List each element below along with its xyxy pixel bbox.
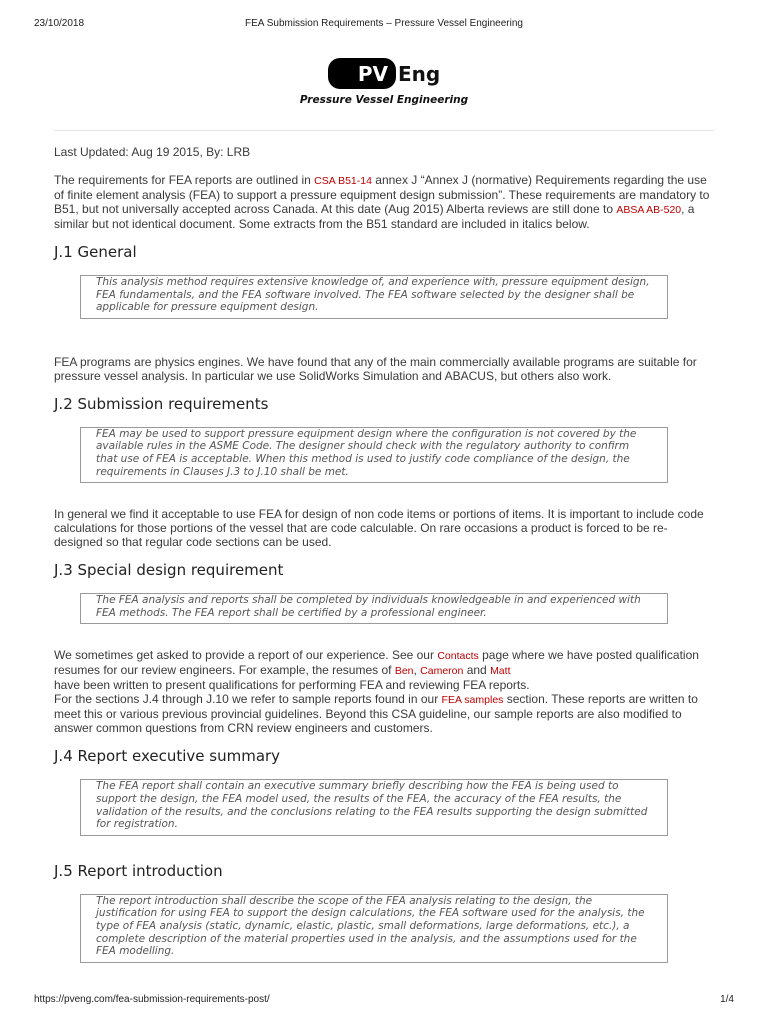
cameron-resume-link[interactable]: Cameron xyxy=(420,665,464,678)
body-j3: We sometimes get asked to provide a report of our experience. See our Contacts page where we have posted qualification resumes for our review engineers. For example, the resumes of Ben, Cameron and Matt have been written to present qualifications for performing FEA and reviewing FEA reports. For the sections J.4 through J.10 we refer to sample reports found in our FEA samples section. These reports are written to meet this or various previous provincial guidelines. Beyond this CSA guideline, our sample reports are also modified to answer common questions from CRN review engineers and customers. xyxy=(54,648,699,736)
print-title: FEA Submission Requirements – Pressure Vessel Engineering xyxy=(245,18,523,29)
quote-j2: FEA may be used to support pressure equipment design where the configuration is not covered by the available rules in the ASME Code. The designer should check with the regulatory authority to confirm that use of FEA is acceptable. When this method is used to justify code compliance of the design, the requirements in Clauses J.3 to J.10 shall be met. xyxy=(80,427,668,483)
logo-tagline: Pressure Vessel Engineering xyxy=(299,94,469,106)
contacts-link[interactable]: Contacts xyxy=(437,650,479,663)
csa-b51-link[interactable]: CSA B51-14 xyxy=(314,175,372,187)
body-j1: FEA programs are physics engines. We have found that any of the main commercially available programs are suitable for pressure vessel analysis. In particular we use SolidWorks Simulation and ABACUS, but others also work. xyxy=(54,354,697,383)
fea-samples-link[interactable]: FEA samples xyxy=(441,694,504,707)
print-page-number: 1/4 xyxy=(720,994,734,1005)
matt-resume-link[interactable]: Matt xyxy=(490,665,511,678)
print-url: https://pveng.com/fea-submission-requirements-post/ xyxy=(34,994,270,1005)
logo-eng-text: Eng xyxy=(397,61,441,86)
intro-paragraph: The requirements for FEA reports are outlined in CSA B51-14 annex J “Annex J (normative) Requirements regarding the use of finite element analysis (FEA) to support a pressure equipment design submission”. These requirements are mandatory to B51, but not universally accepted across Canada. At this date (Aug 2015) Alberta reviews are still done to ABSA AB-520, a similar but not identical document. Some extracts from the B51 standard are included in italics below. xyxy=(54,173,710,231)
body-j2: In general we find it acceptable to use FEA for design of non code items or portions of items. It is important to include code calculations for those portions of the vessel that are code calculable. On rare occasions a product is forced to be re-designed so that regular code sections can be used. xyxy=(54,507,704,550)
last-updated: Last Updated: Aug 19 2015, By: LRB xyxy=(54,145,251,159)
quote-j4: The FEA report shall contain an executive summary briefly describing how the FEA is being used to support the design, the FEA model used, the results of the FEA, the accuracy of the FEA results, the validation of the results, and the conclusions relating to the FEA results supporting the design submitted for registration. xyxy=(80,779,668,835)
header-divider xyxy=(54,130,714,131)
quote-j5: The report introduction shall describe the scope of the FEA analysis relating to the design, the justification for using FEA to support the design calculations, the FEA software used for the analysis, the type of FEA analysis (static, dynamic, elastic, plastic, small deformations, large deformations, etc.), a complete description of the material properties used in the analysis, and the assumptions used for the FEA modelling. xyxy=(80,894,668,963)
ben-resume-link[interactable]: Ben xyxy=(394,665,414,678)
site-logo[interactable] xyxy=(0,58,768,106)
heading-j4: J.4 Report executive summary xyxy=(54,747,281,766)
article-content xyxy=(54,145,714,963)
heading-j5: J.5 Report introduction xyxy=(54,861,223,880)
absa-ab520-link[interactable]: ABSA AB-520 xyxy=(616,204,682,216)
logo-pv-mark: PV xyxy=(328,58,396,89)
heading-j3: J.3 Special design requirement xyxy=(54,561,284,580)
print-date: 23/10/2018 xyxy=(34,18,85,29)
quote-j3: The FEA analysis and reports shall be completed by individuals knowledgeable in and experienced with FEA methods. The FEA report shall be certified by a professional engineer. xyxy=(80,593,668,624)
heading-j2: J.2 Submission requirements xyxy=(54,394,269,413)
quote-j1: This analysis method requires extensive knowledge of, and experience with, pressure equipment design, FEA fundamentals, and the FEA software involved. The FEA software selected by the designer shall be applicable for pressure equipment design. xyxy=(80,275,668,319)
heading-j1: J.1 General xyxy=(54,243,137,261)
